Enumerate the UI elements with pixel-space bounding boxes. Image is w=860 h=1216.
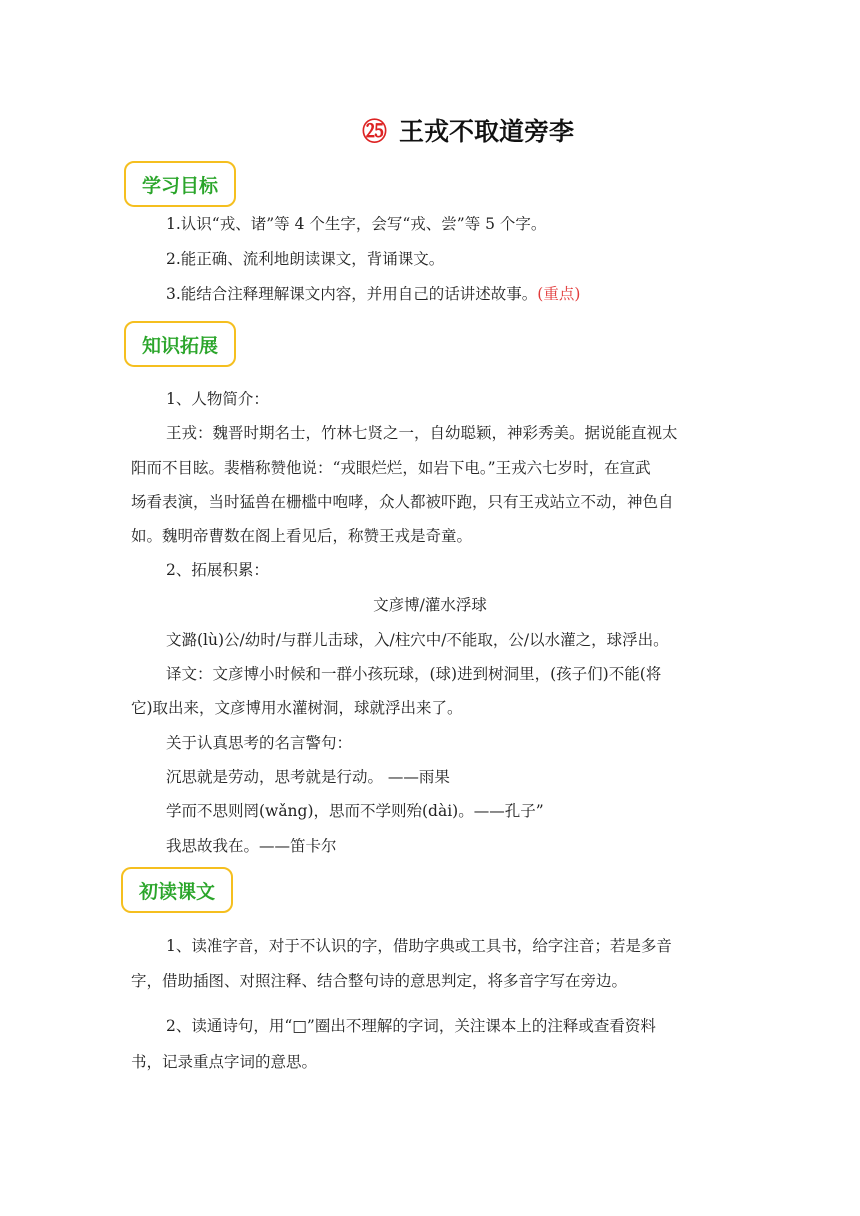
quote-2: 学而不思则罔(wǎng)，思而不学则殆(dài)。——孔子” xyxy=(166,802,544,820)
quote-3: 我思故我在。——笛卡尔 xyxy=(166,837,337,855)
reading-para-1-line-1: 1、读准字音，对于不认识的字，借助字典或工具书，给字注音；若是多音 xyxy=(166,937,672,955)
section-label-reading: 初读课文 xyxy=(121,867,233,913)
goal-item-1: 1.认识“戎、诸”等 4 个生字，会写“戎、尝”等 5 个字。 xyxy=(166,215,547,233)
translation-line-1: 译文：文彦博小时候和一群小孩玩球，(球)进到树洞里，(孩子们)不能(将 xyxy=(166,665,662,683)
knowledge-heading-1: 1、人物简介： xyxy=(166,390,269,408)
bio-line-4: 如。魏明帝曹数在阁上看见后，称赞王戎是奇童。 xyxy=(131,527,473,545)
translation-line-2: 它)取出来，文彦博用水灌树洞，球就浮出来了。 xyxy=(131,699,463,717)
section-label-goals: 学习目标 xyxy=(124,161,236,207)
quote-1: 沉思就是劳动，思考就是行动。 ——雨果 xyxy=(166,768,450,786)
goal-item-2: 2.能正确、流利地朗读课文，背诵课文。 xyxy=(166,250,445,268)
page-title xyxy=(362,112,574,148)
story-title: 文彦博/灌水浮球 xyxy=(373,596,487,614)
bio-line-3: 场看表演，当时猛兽在栅槛中咆哮，众人都被吓跑，只有王戎站立不动，神色自 xyxy=(131,493,674,511)
goal-item-3-text: 3.能结合注释理解课文内容，并用自己的话讲述故事。 xyxy=(166,285,538,303)
reading-para-2-line-1: 2、读通诗句，用“□”圈出不理解的字词，关注课本上的注释或查看资料 xyxy=(166,1017,656,1035)
bio-line-1: 王戎：魏晋时期名士，竹林七贤之一，自幼聪颖，神彩秀美。据说能直视太 xyxy=(166,424,678,442)
quotes-heading: 关于认真思考的名言警句： xyxy=(166,734,353,752)
reading-para-1-line-2: 字，借助插图、对照注释、结合整句诗的意思判定，将多音字写在旁边。 xyxy=(131,972,628,990)
lesson-title: 王戎不取道旁李 xyxy=(399,117,575,146)
goal-item-3 xyxy=(166,284,580,304)
story-text: 文潞(lù)公/幼时/与群儿击球，入/柱穴中/不能取，公/以水灌之，球浮出。 xyxy=(166,631,669,649)
lesson-number: ㉕ xyxy=(362,117,388,146)
bio-line-2: 阳而不目眩。裴楷称赞他说：“戎眼烂烂，如岩下电。”王戎六七岁时，在宣武 xyxy=(131,459,651,477)
reading-para-2-line-2: 书，记录重点字词的意思。 xyxy=(131,1053,318,1071)
section-label-knowledge: 知识拓展 xyxy=(124,321,236,367)
key-point-tag: (重点) xyxy=(537,285,581,303)
knowledge-heading-2: 2、拓展积累： xyxy=(166,561,269,579)
